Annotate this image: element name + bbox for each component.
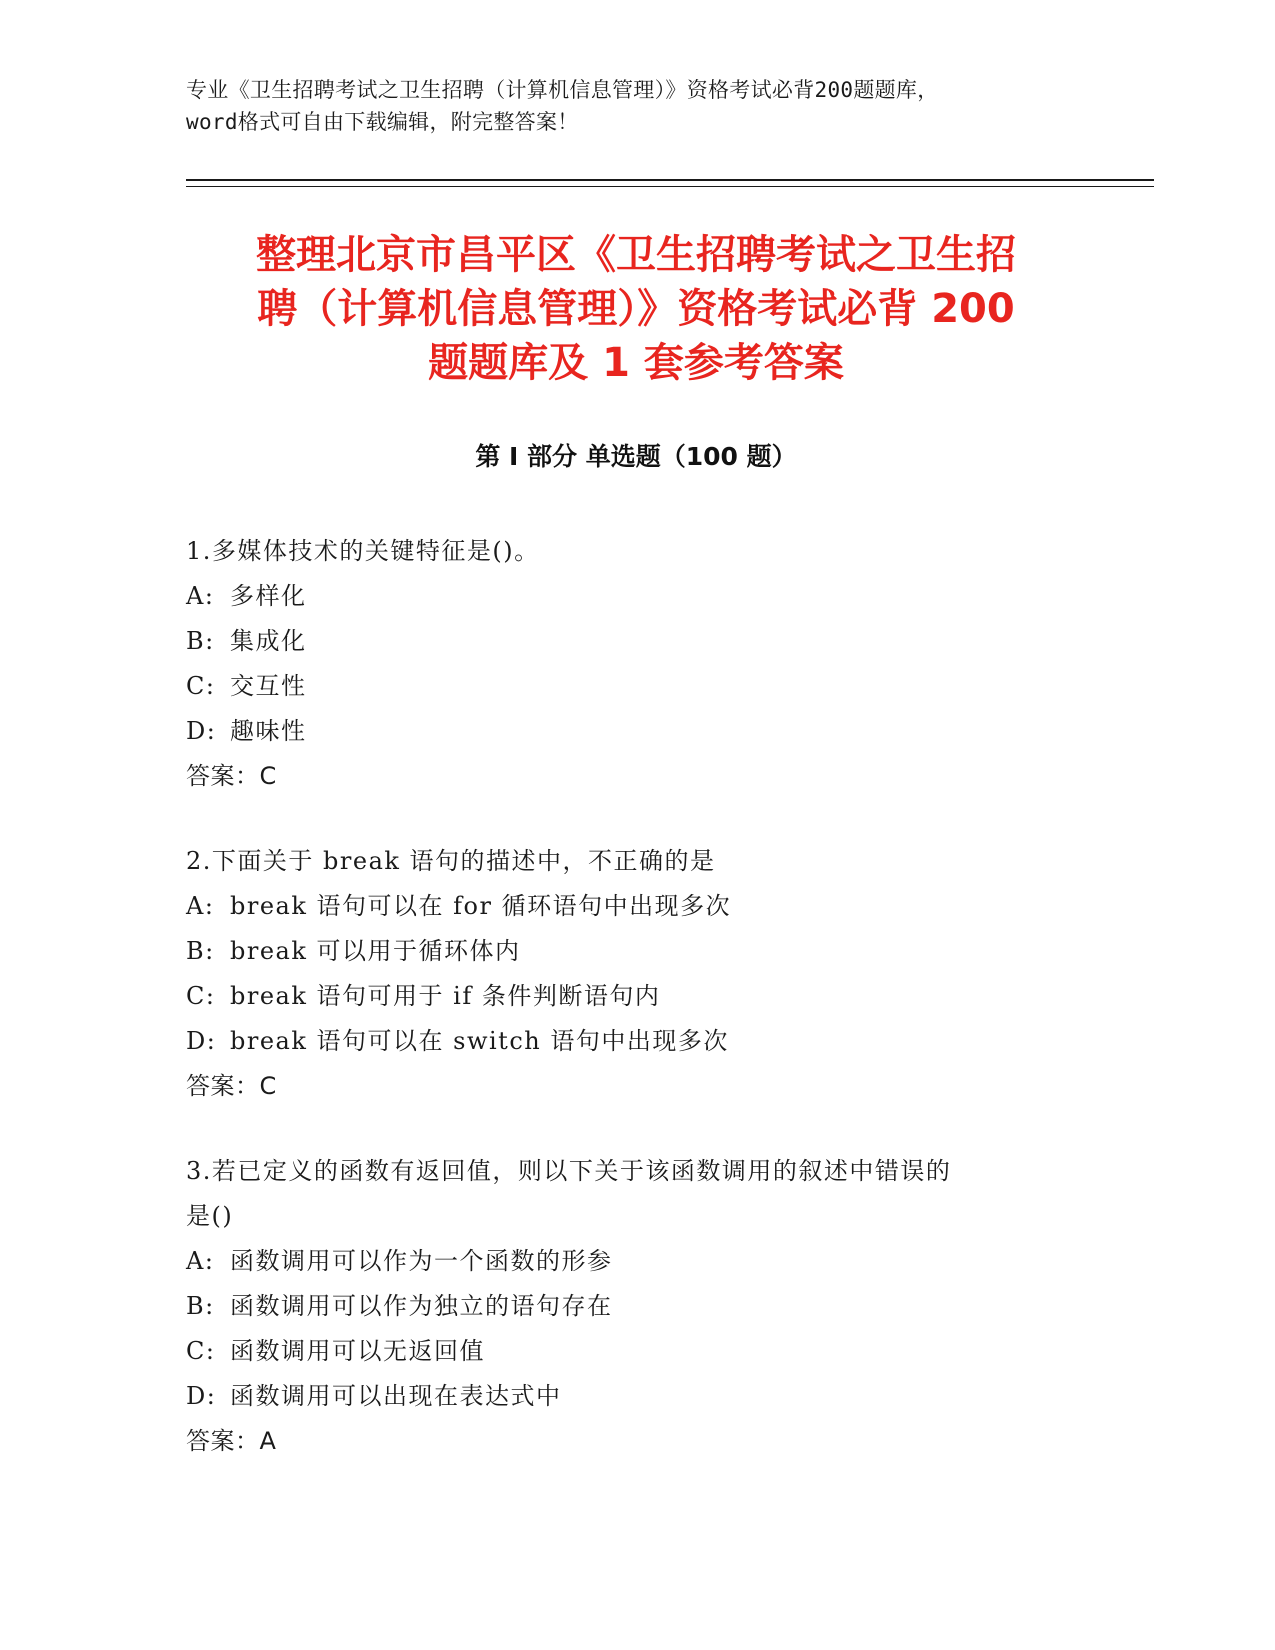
- section-heading: 第 I 部分 单选题（100 题）: [475, 442, 797, 471]
- question-1: [186, 529, 1066, 799]
- document-title-line-2: 聘（计算机信息管理）》资格考试必背 200: [257, 286, 1015, 332]
- option-a: [186, 884, 1066, 929]
- answer-key: 答案：C: [186, 1072, 277, 1100]
- option-text: break 可以用于循环体内: [230, 937, 521, 965]
- option-letter: A:: [186, 582, 215, 610]
- option-b: [186, 619, 1066, 664]
- option-text: break 语句可以在 switch 语句中出现多次: [230, 1027, 729, 1055]
- option-text: 集成化: [230, 627, 307, 655]
- option-letter: A:: [186, 892, 215, 920]
- option-letter: B:: [186, 627, 215, 655]
- option-letter: C:: [186, 1337, 216, 1365]
- option-letter: D:: [186, 717, 217, 745]
- option-c: [186, 1329, 1066, 1374]
- question-3: [186, 1149, 1066, 1464]
- option-text: break 语句可用于 if 条件判断语句内: [230, 982, 661, 1010]
- option-text: 函数调用可以出现在表达式中: [230, 1382, 562, 1410]
- document-title-line-3: 题题库及 1 套参考答案: [428, 340, 844, 386]
- question-stem: 3.若已定义的函数有返回值，则以下关于该函数调用的叙述中错误的: [186, 1157, 952, 1185]
- question-stem: 1.多媒体技术的关键特征是()。: [186, 537, 540, 565]
- option-letter: D:: [186, 1027, 217, 1055]
- option-b: [186, 1284, 1066, 1329]
- document-title-line-1: 整理北京市昌平区《卫生招聘考试之卫生招: [256, 232, 1016, 278]
- header-note-line-1: 专业《卫生招聘考试之卫生招聘（计算机信息管理）》资格考试必背200题题库，: [186, 78, 939, 102]
- option-text: 交互性: [230, 672, 307, 700]
- header-note: [186, 74, 1086, 138]
- option-a: [186, 574, 1066, 619]
- document-title: [186, 228, 1086, 390]
- option-b: [186, 929, 1066, 974]
- question-stem-continued: 是(): [186, 1202, 234, 1230]
- option-letter: B:: [186, 1292, 215, 1320]
- option-c: [186, 664, 1066, 709]
- option-letter: D:: [186, 1382, 217, 1410]
- option-text: 函数调用可以作为独立的语句存在: [230, 1292, 613, 1320]
- option-letter: A:: [186, 1247, 215, 1275]
- option-d: [186, 1374, 1066, 1419]
- option-text: 多样化: [230, 582, 307, 610]
- question-list: [186, 529, 1066, 1504]
- question-stem: 2.下面关于 break 语句的描述中，不正确的是: [186, 847, 716, 875]
- option-text: 函数调用可以无返回值: [230, 1337, 485, 1365]
- option-letter: B:: [186, 937, 215, 965]
- option-d: [186, 1019, 1066, 1064]
- option-text: 趣味性: [230, 717, 307, 745]
- option-text: break 语句可以在 for 循环语句中出现多次: [230, 892, 732, 920]
- option-letter: C:: [186, 982, 216, 1010]
- option-c: [186, 974, 1066, 1019]
- header-note-line-2: word格式可自由下载编辑，附完整答案！: [186, 110, 579, 134]
- answer-key: 答案：A: [186, 1427, 277, 1455]
- option-text: 函数调用可以作为一个函数的形参: [230, 1247, 613, 1275]
- option-letter: C:: [186, 672, 216, 700]
- header-divider-thin: [186, 186, 1154, 187]
- question-2: [186, 839, 1066, 1109]
- option-a: [186, 1239, 1066, 1284]
- answer-key: 答案：C: [186, 762, 277, 790]
- header-divider-thick: [186, 179, 1154, 181]
- option-d: [186, 709, 1066, 754]
